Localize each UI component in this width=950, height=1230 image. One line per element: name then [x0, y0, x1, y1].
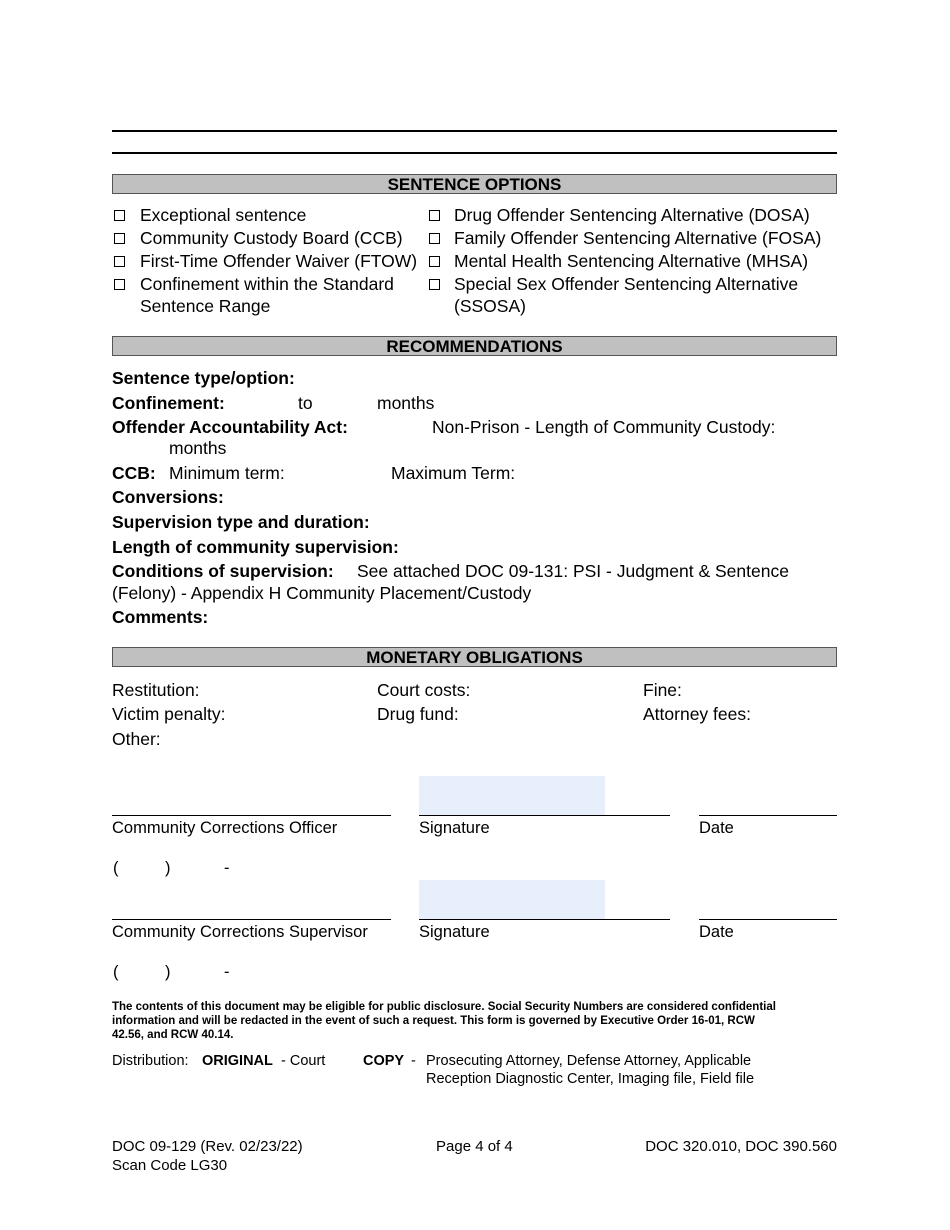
custody-months: months	[169, 438, 227, 458]
disclaimer-line-1: The contents of this document may be eligible for public disclosure. Social Security Numbers are considered confidential	[112, 1001, 776, 1013]
confinement-label: Confinement:	[112, 393, 225, 413]
checkbox-ftow[interactable]	[114, 256, 125, 267]
option-label: Drug Offender Sentencing Alternative (DOSA)	[454, 205, 810, 225]
sentence-options-header: SENTENCE OPTIONS	[112, 174, 837, 194]
supervisor-signature-field[interactable]	[419, 880, 605, 919]
footer-form-id: DOC 09-129 (Rev. 02/23/22)	[112, 1138, 303, 1155]
drug-fund-label: Drug fund:	[377, 704, 459, 724]
distribution-original-to: - Court	[281, 1053, 326, 1069]
option-label: First-Time Offender Waiver (FTOW)	[140, 251, 418, 271]
footer-page-number: Page 4 of 4	[436, 1138, 513, 1155]
officer-name-line	[112, 815, 391, 816]
monetary-header: MONETARY OBLIGATIONS	[112, 647, 837, 667]
officer-phone-open: (	[113, 859, 119, 877]
supervisor-date-line	[699, 919, 837, 920]
distribution-label: Distribution:	[112, 1053, 189, 1069]
option-label: Family Offender Sentencing Alternative (FOSA)	[454, 228, 822, 248]
conversions-label: Conversions:	[112, 487, 224, 507]
non-prison-label: Non-Prison - Length of Community Custody:	[432, 417, 776, 437]
ccb-label: CCB:	[112, 463, 156, 483]
supervisor-signature-line	[419, 919, 670, 920]
distribution-copy-dash: -	[411, 1053, 416, 1069]
checkbox-confinement-standard[interactable]	[114, 279, 125, 290]
officer-date-label: Date	[699, 819, 734, 837]
option-label: Special Sex Offender Sentencing Alternative	[454, 274, 799, 294]
supervisor-name-line	[112, 919, 391, 920]
distribution-copy-to-2: Reception Diagnostic Center, Imaging file, Field file	[426, 1071, 755, 1087]
checkbox-dosa[interactable]	[429, 210, 440, 221]
officer-title: Community Corrections Officer	[112, 819, 338, 837]
restitution-label: Restitution:	[112, 680, 200, 700]
conditions-text-2: (Felony) - Appendix H Community Placement/Custody	[112, 583, 532, 603]
officer-phone-dash: -	[224, 859, 230, 877]
ccb-max-term: Maximum Term:	[391, 463, 516, 483]
disclaimer-line-3: 42.56, and RCW 40.14.	[112, 1029, 234, 1041]
supervisor-title: Community Corrections Supervisor	[112, 923, 368, 941]
recommendations-header: RECOMMENDATIONS	[112, 336, 837, 356]
checkbox-ssosa[interactable]	[429, 279, 440, 290]
oaa-label: Offender Accountability Act:	[112, 417, 348, 437]
officer-signature-field[interactable]	[419, 776, 605, 815]
disclaimer-line-2: information and will be redacted in the event of such a request. This form is governed by Executive Order 16-01, RCW	[112, 1015, 755, 1027]
top-rule-1	[112, 130, 837, 132]
footer-policy: DOC 320.010, DOC 390.560	[645, 1138, 837, 1155]
option-label-cont: (SSOSA)	[454, 296, 526, 316]
comments-label: Comments:	[112, 607, 209, 627]
supervisor-phone-close: )	[165, 963, 171, 981]
victim-penalty-label: Victim penalty:	[112, 704, 226, 724]
ccb-min-term: Minimum term:	[169, 463, 285, 483]
option-label: Confinement within the Standard	[140, 274, 394, 294]
option-label: Mental Health Sentencing Alternative (MHSA)	[454, 251, 809, 271]
top-rule-2	[112, 152, 837, 154]
supervisor-signature-label: Signature	[419, 923, 490, 941]
officer-signature-label: Signature	[419, 819, 490, 837]
option-label: Community Custody Board (CCB)	[140, 228, 403, 248]
supervisor-phone-dash: -	[224, 963, 230, 981]
officer-signature-line	[419, 815, 670, 816]
checkbox-exceptional-sentence[interactable]	[114, 210, 125, 221]
supervisor-phone-open: (	[113, 963, 119, 981]
distribution-copy: COPY	[363, 1053, 405, 1069]
distribution-original: ORIGINAL	[202, 1053, 273, 1069]
checkbox-mhsa[interactable]	[429, 256, 440, 267]
conditions-text-1: See attached DOC 09-131: PSI - Judgment & Sentence	[357, 561, 789, 581]
officer-phone-close: )	[165, 859, 171, 877]
distribution-copy-to-1: Prosecuting Attorney, Defense Attorney, Applicable	[426, 1053, 752, 1069]
confinement-months: months	[377, 393, 435, 413]
confinement-to: to	[298, 393, 313, 413]
other-label: Other:	[112, 729, 161, 749]
footer-scan-code: Scan Code LG30	[112, 1157, 228, 1174]
conditions-label: Conditions of supervision:	[112, 561, 334, 581]
supervision-type-label: Supervision type and duration:	[112, 512, 370, 532]
option-label: Exceptional sentence	[140, 205, 307, 225]
attorney-fees-label: Attorney fees:	[643, 704, 751, 724]
supervisor-date-label: Date	[699, 923, 734, 941]
checkbox-fosa[interactable]	[429, 233, 440, 244]
fine-label: Fine:	[643, 680, 682, 700]
court-costs-label: Court costs:	[377, 680, 471, 700]
sentence-type-label: Sentence type/option:	[112, 368, 295, 388]
length-supervision-label: Length of community supervision:	[112, 537, 399, 557]
officer-date-line	[699, 815, 837, 816]
checkbox-ccb[interactable]	[114, 233, 125, 244]
option-label-cont: Sentence Range	[140, 296, 271, 316]
